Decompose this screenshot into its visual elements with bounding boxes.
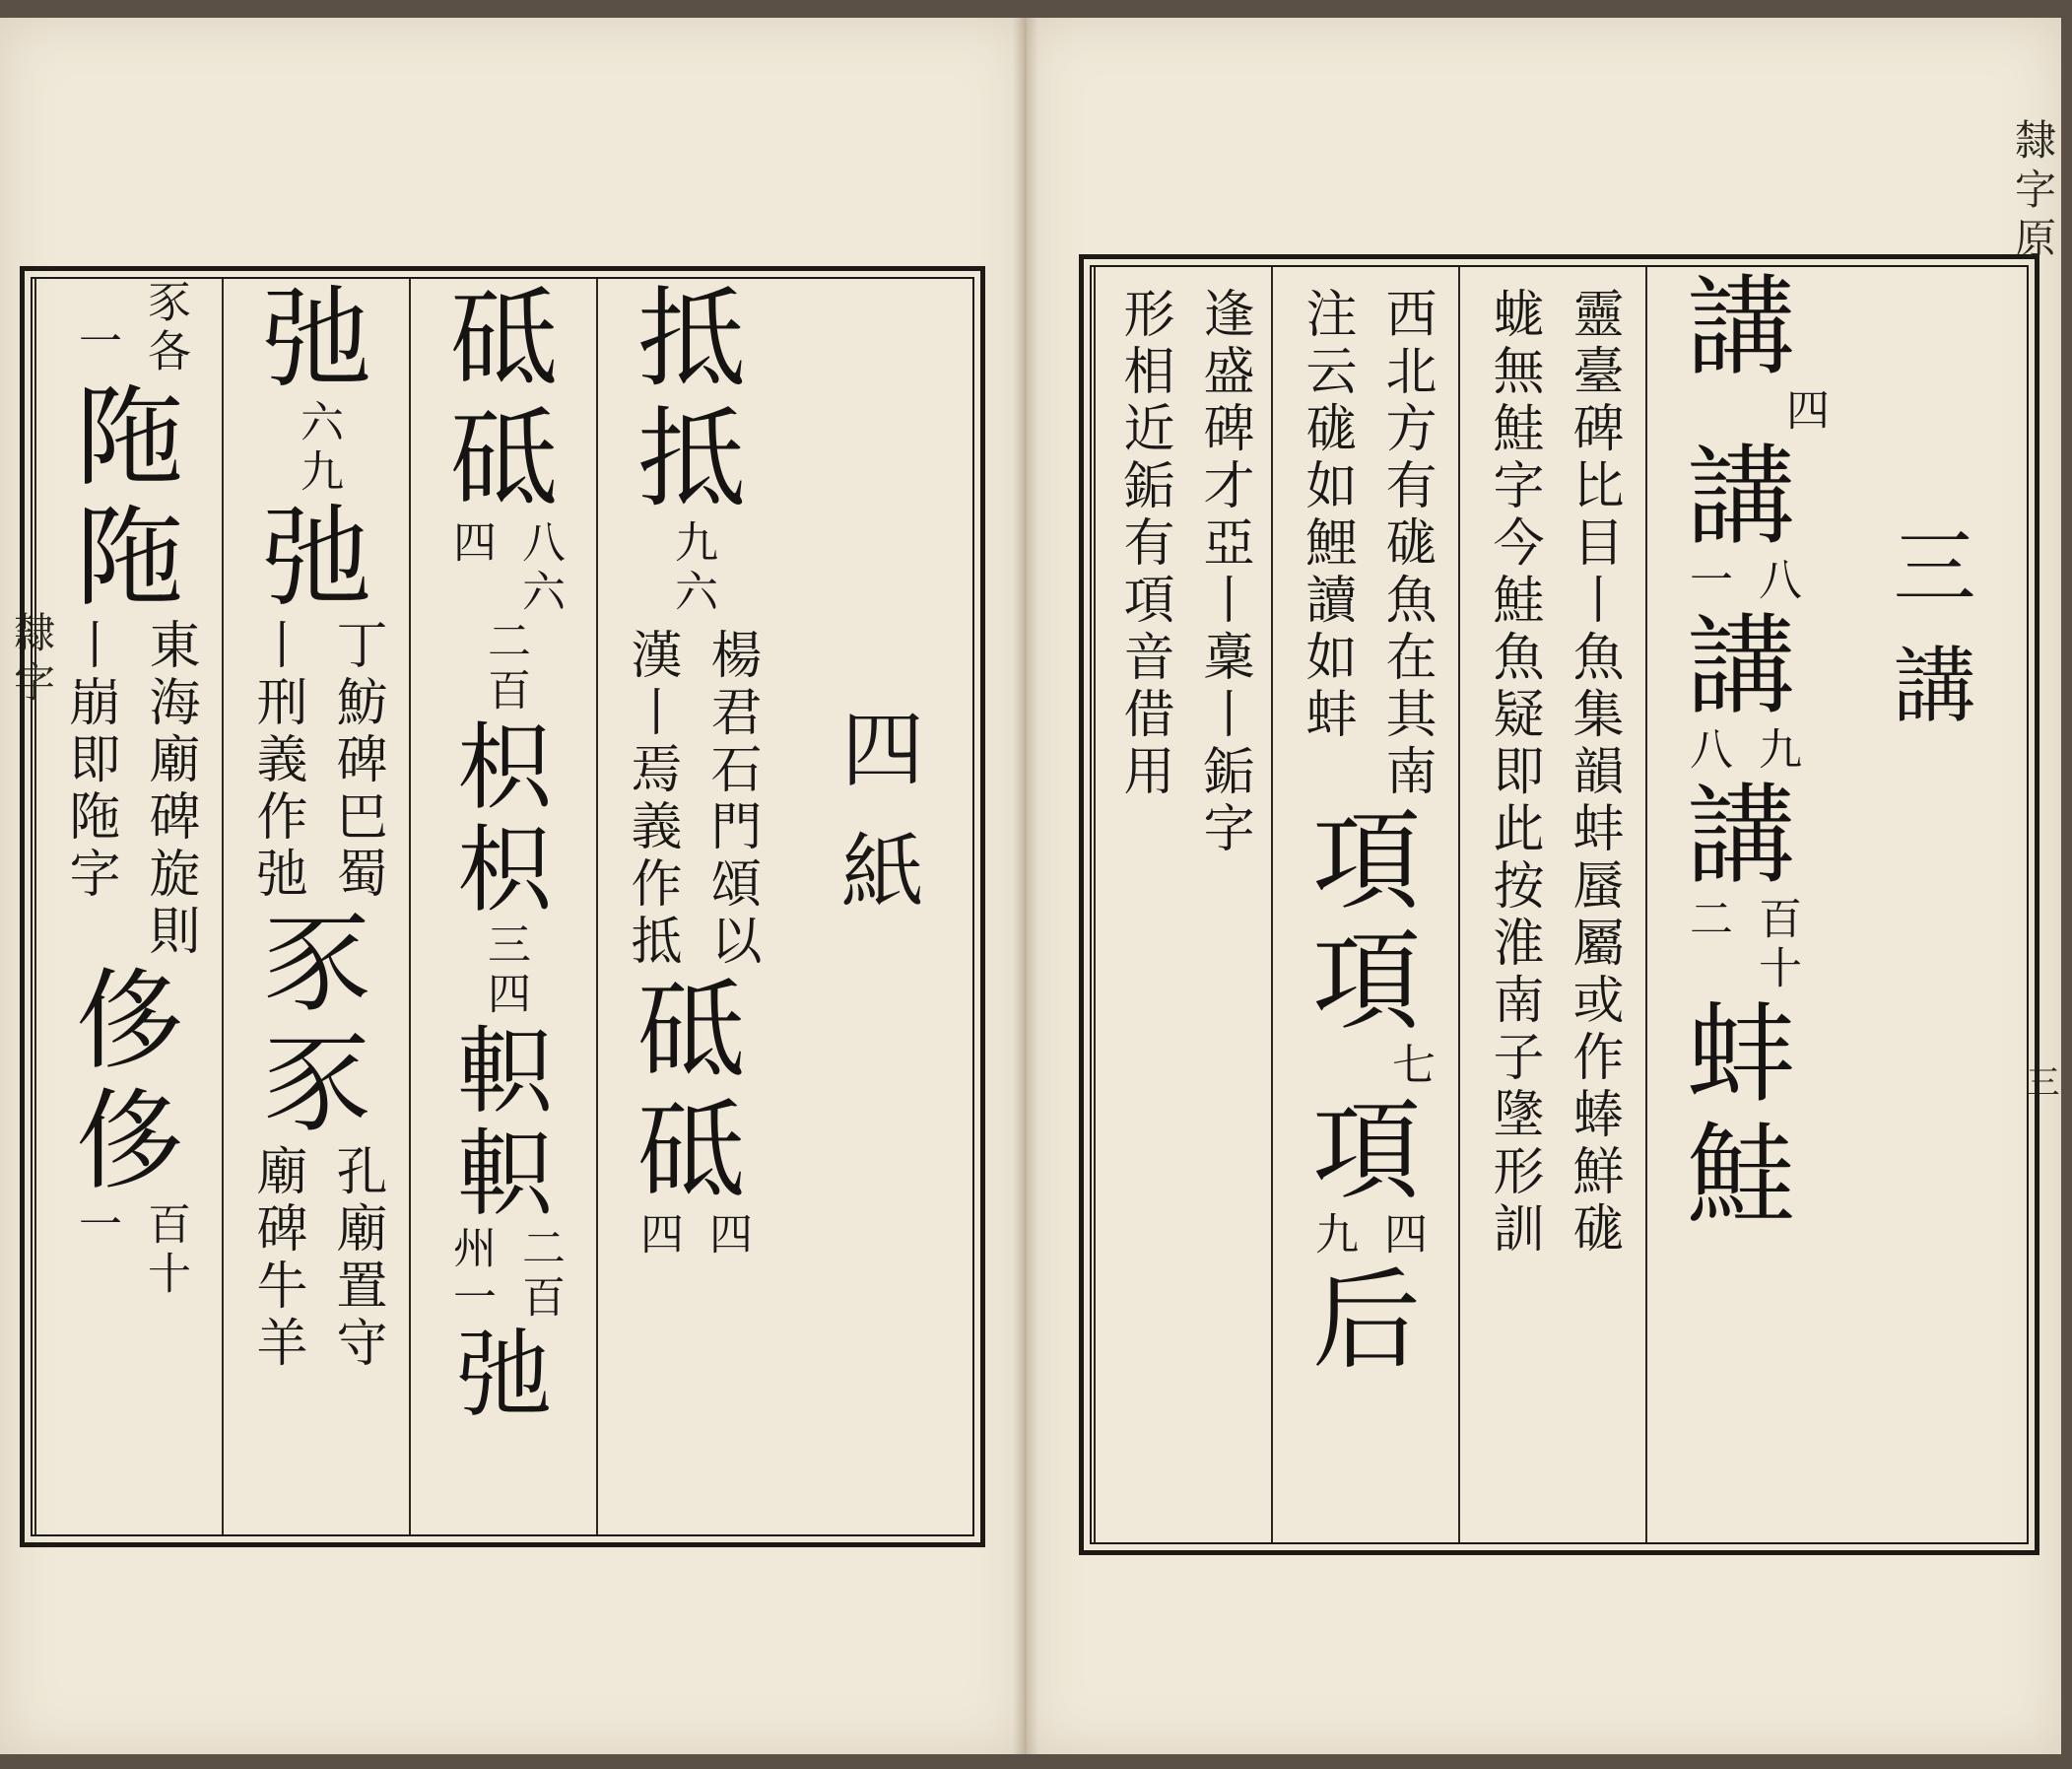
glyph: 項 <box>1312 1088 1421 1214</box>
note-pair <box>53 618 207 961</box>
annotation: 二百 <box>514 1225 565 1324</box>
annotation: 三四 <box>480 921 530 1020</box>
glyph: 蚌 <box>1687 991 1795 1118</box>
annotation: 豕各 <box>140 279 190 377</box>
glyph: 豕 <box>263 1021 371 1147</box>
annotation: 一 <box>1682 557 1732 606</box>
note-pair <box>286 399 349 498</box>
right-heading-column <box>1833 267 2025 1542</box>
annotation: 廟碑牛羊 <box>247 1144 306 1373</box>
commentary-line: 注云硥如鯉讀如蚌 <box>1297 287 1356 744</box>
note-pair <box>240 1144 394 1373</box>
left-column-1 <box>596 276 785 1534</box>
left-edge-text: 隸字 <box>8 611 56 710</box>
glyph: 抵 <box>637 396 746 522</box>
note-pair <box>615 628 769 971</box>
right-column-2 <box>1458 267 1647 1542</box>
annotation: 四 <box>1778 387 1829 437</box>
annotation: 丨刑義作弛 <box>247 618 306 904</box>
annotation: 丨崩即陁字 <box>60 618 119 904</box>
glyph: 項 <box>1312 919 1421 1045</box>
annotation: 四 <box>445 519 496 569</box>
glyph: 砥 <box>450 396 559 522</box>
glyph: 軹 <box>457 1016 552 1126</box>
annotation: 二 <box>1682 896 1732 945</box>
annotation: 百十 <box>1751 896 1801 994</box>
right-edge-text: 隸字原 <box>2009 118 2057 266</box>
note-pair <box>64 279 196 377</box>
book-spine <box>1013 18 1038 1754</box>
annotation: 四 <box>1376 1211 1427 1260</box>
note-pair <box>1301 1211 1433 1260</box>
annotation: 八 <box>1751 557 1801 606</box>
right-folio: 三 <box>2020 1064 2059 1106</box>
glyph: 弛 <box>263 276 371 402</box>
note-pair <box>1477 287 1631 1259</box>
note-pair <box>1675 896 1807 994</box>
glyph: 砥 <box>637 968 746 1094</box>
glyph: 豕 <box>263 901 371 1027</box>
glyph: 后 <box>1312 1258 1421 1384</box>
glyph: 軹 <box>457 1119 552 1229</box>
left-section-heading: 四紙 <box>828 706 925 950</box>
annotation: 漢丨焉義作抵 <box>622 628 681 971</box>
annotation: 百十 <box>140 1201 190 1300</box>
glyph: 侈 <box>76 958 184 1084</box>
glyph: 枳 <box>457 713 552 823</box>
annotation: 二百 <box>480 618 530 716</box>
left-column-3 <box>222 276 411 1534</box>
annotation: 四 <box>702 1211 752 1260</box>
glyph: 講 <box>1687 773 1795 899</box>
glyph: 枳 <box>457 815 552 925</box>
left-heading-column <box>783 279 970 1534</box>
commentary-line: 形相近銗有項音借用 <box>1114 287 1173 801</box>
annotation: 一 <box>71 318 121 368</box>
annotation: 九六 <box>667 519 717 618</box>
right-column-4 <box>1094 267 1273 1542</box>
annotation: 七 <box>1384 1042 1435 1091</box>
annotation: 八六 <box>514 519 565 618</box>
glyph: 講 <box>1687 603 1795 729</box>
glyph: 侈 <box>76 1078 184 1204</box>
annotation: 東海廟碑旋則 <box>140 618 199 961</box>
left-column-2 <box>409 276 598 1534</box>
annotation: 楊君石門頌以 <box>702 628 761 971</box>
annotation: 九 <box>1307 1211 1358 1260</box>
glyph: 砥 <box>450 276 559 402</box>
left-text-frame <box>20 266 985 1547</box>
commentary-line: 逢盛碑才亞丨稾丨銗字 <box>1194 287 1253 858</box>
glyph: 弛 <box>263 495 371 621</box>
commentary-line: 靈臺碑比目丨魚集韻蚌蜃屬或作蜯鮮硥 <box>1564 287 1623 1259</box>
note-pair <box>64 1201 196 1300</box>
annotation: 州一 <box>445 1225 496 1324</box>
annotation: 四 <box>633 1211 683 1260</box>
note-pair <box>660 519 723 618</box>
note-pair <box>1675 557 1807 606</box>
glyph: 陁 <box>76 374 184 501</box>
note-pair <box>438 1225 570 1324</box>
glyph: 講 <box>1687 434 1795 560</box>
commentary-line: 西北方有硥魚在其南 <box>1376 287 1436 801</box>
annotation: 九 <box>1751 726 1801 776</box>
note-pair <box>1290 287 1443 801</box>
note-pair <box>1675 726 1807 776</box>
annotation: 孔廟置守 <box>327 1144 386 1373</box>
note-pair <box>438 519 570 618</box>
left-column-4 <box>34 279 224 1534</box>
glyph: 砥 <box>637 1088 746 1214</box>
right-section-heading: 三講 <box>1880 523 1976 760</box>
annotation: 六九 <box>293 399 343 498</box>
glyph: 弛 <box>457 1320 552 1430</box>
glyph: 鮭 <box>1687 1112 1795 1238</box>
glyph: 陁 <box>76 495 184 621</box>
right-text-frame <box>1079 254 2039 1555</box>
right-column-1 <box>1645 264 1835 1542</box>
note-pair <box>240 618 394 904</box>
annotation: 一 <box>71 1201 121 1251</box>
glyph: 抵 <box>637 276 746 402</box>
right-column-3 <box>1271 267 1460 1542</box>
commentary-line: 蛖無鮭字今鮭魚疑即此按淮南子墬形訓 <box>1484 287 1543 1259</box>
note-pair <box>626 1211 758 1260</box>
glyph: 講 <box>1687 264 1795 390</box>
glyph: 項 <box>1312 798 1421 924</box>
note-pair <box>1107 287 1261 858</box>
annotation: 丁魴碑巴蜀 <box>327 618 386 904</box>
annotation: 八 <box>1682 726 1732 776</box>
